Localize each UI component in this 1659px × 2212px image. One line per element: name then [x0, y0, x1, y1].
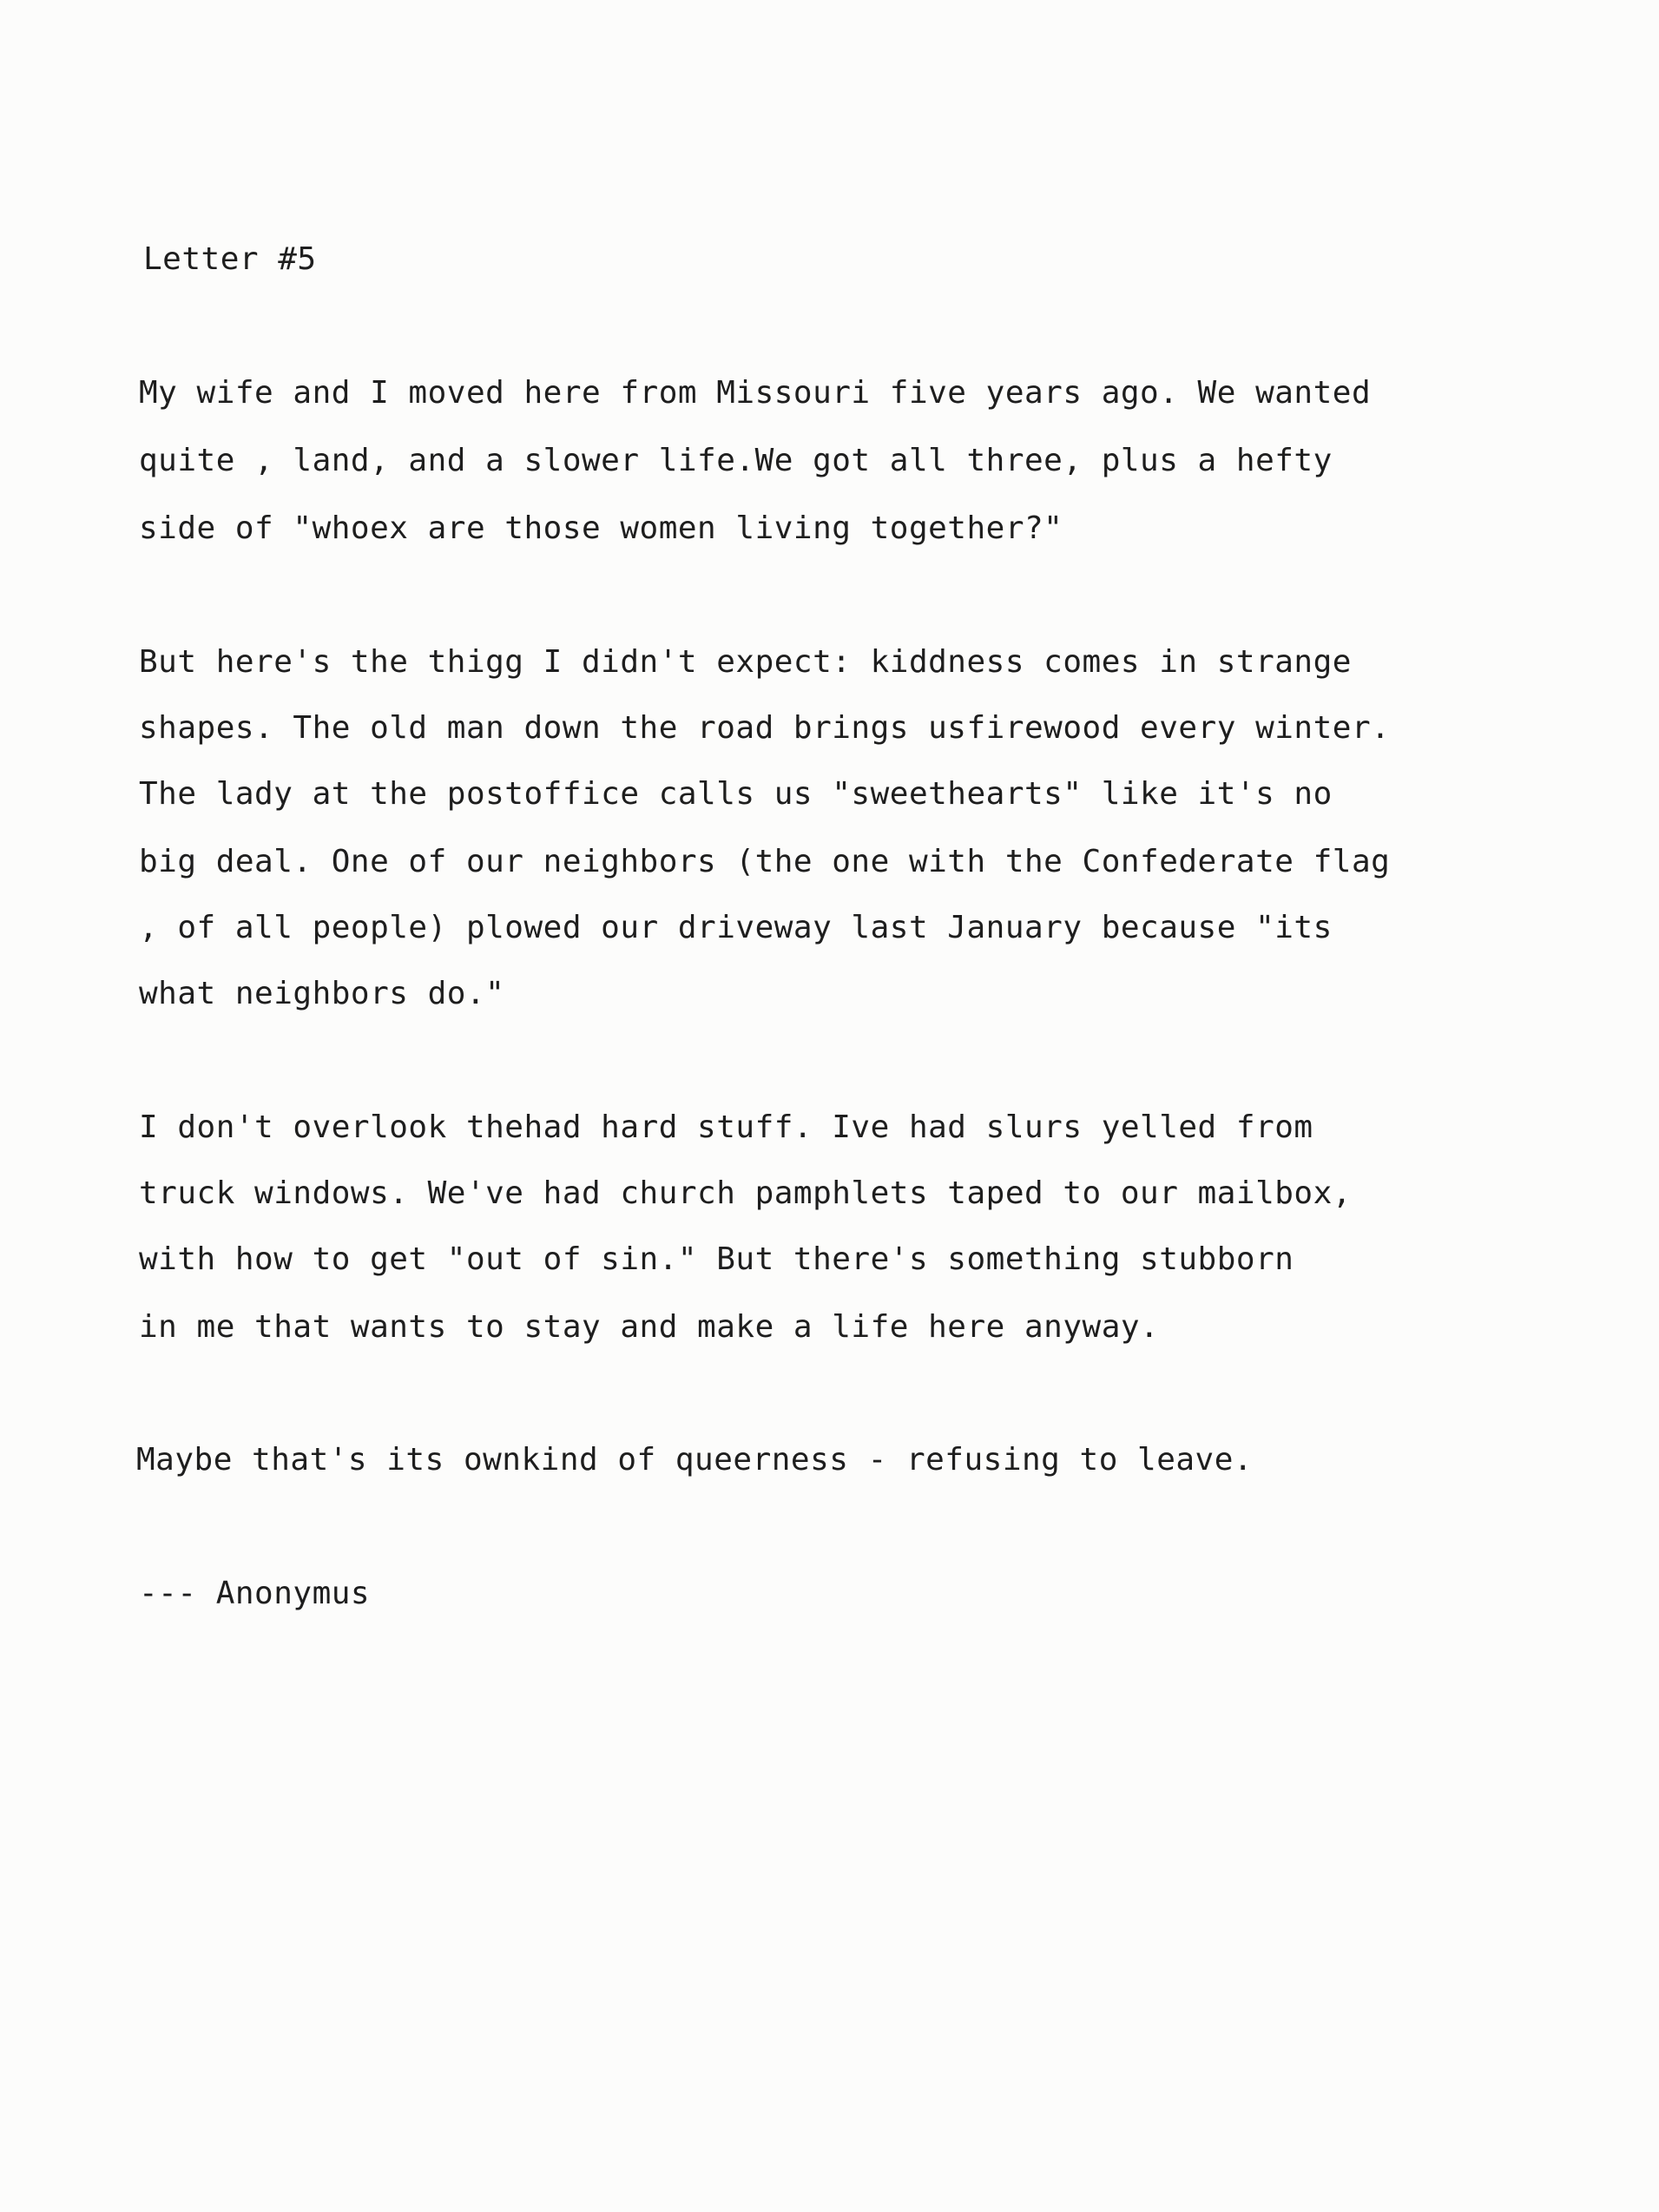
- paragraph-line: big deal. One of our neighbors (the one with the Confederate flag: [139, 844, 1391, 879]
- paragraph-line: , of all people) plowed our driveway last January because "its: [139, 910, 1333, 945]
- paragraph-line: My wife and I moved here from Missouri five years ago. We wanted: [139, 375, 1372, 411]
- signature: --- Anonymus: [139, 1576, 371, 1611]
- paragraph-line: But here's the thigg I didn't expect: kiddness comes in strange: [139, 644, 1352, 680]
- letter-title: Letter #5: [143, 241, 317, 277]
- paragraph-line: shapes. The old man down the road brings usfirewood every winter.: [139, 710, 1391, 746]
- paragraph-line: side of "whoex are those women living together?": [139, 510, 1063, 546]
- paragraph-line: truck windows. We've had church pamphlets taped to our mailbox,: [139, 1175, 1352, 1211]
- paragraph-line: The lady at the postoffice calls us "sweethearts" like it's no: [139, 776, 1333, 812]
- paragraph-line: I don't overlook thehad hard stuff. Ive had slurs yelled from: [139, 1109, 1313, 1145]
- paragraph-line: quite , land, and a slower life.We got all three, plus a hefty: [139, 443, 1333, 478]
- paragraph-line: in me that wants to stay and make a life here anyway.: [139, 1309, 1160, 1345]
- paragraph-line: with how to get "out of sin." But there's something stubborn: [139, 1241, 1294, 1277]
- paragraph-line: what neighbors do.": [139, 976, 505, 1011]
- closing-line: Maybe that's its ownkind of queerness - refusing to leave.: [136, 1442, 1254, 1478]
